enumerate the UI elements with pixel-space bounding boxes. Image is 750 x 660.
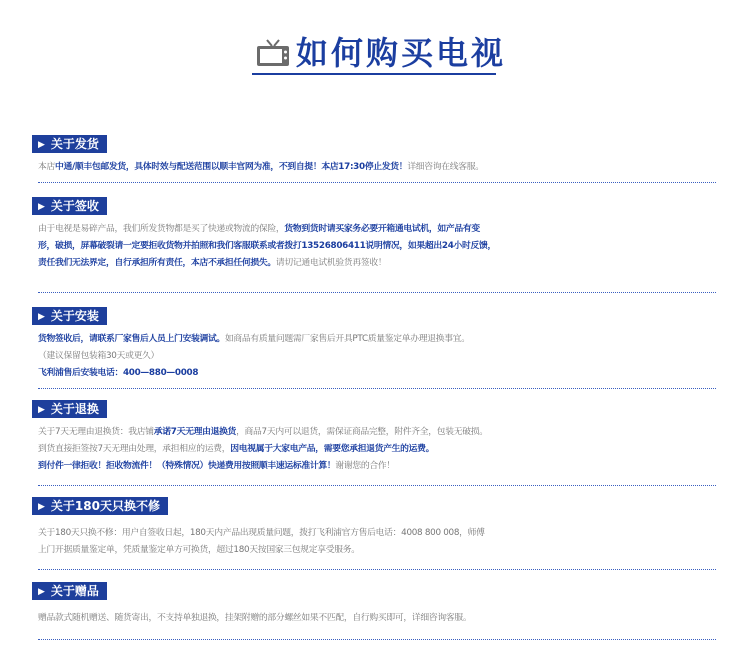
dotted-divider (38, 569, 716, 570)
text-line (38, 255, 716, 272)
section-tag (32, 497, 168, 515)
text-line (38, 238, 716, 255)
arrow-right-icon: ▶ (38, 405, 45, 415)
section-tag-label: 关于发货 (50, 137, 99, 151)
highlighted-text: 货物到货时请买家务必要开箱通电试机，如产品有变 (284, 224, 480, 234)
section-tag (32, 582, 107, 600)
body-text: 谢谢您的合作！ (335, 461, 395, 471)
body-text: 关于180天只换不修：用户自签收日起，180天内产品出现质量问题，拨打飞利浦官方售后电话：4008 800 008，师傅 (38, 528, 485, 538)
section-tag-label: 关于安装 (50, 309, 99, 323)
page-header (0, 22, 750, 78)
section-body (32, 525, 716, 559)
section-tag (32, 135, 107, 153)
text-line (38, 331, 716, 348)
section-body (32, 159, 716, 176)
highlighted-text: 到付件一律拒收！拒收物流件！（特殊情况）快递费用按照顺丰速运标准计算！ (38, 461, 336, 471)
text-line (38, 348, 716, 365)
section-body (32, 610, 716, 627)
dotted-divider (38, 388, 716, 389)
dotted-divider (38, 182, 716, 183)
section-180-day-replacement (32, 495, 716, 570)
text-line (38, 458, 716, 475)
section-tag (32, 307, 107, 325)
highlighted-text: 因电视属于大家电产品，需要您承担退货产生的运费。 (230, 444, 435, 454)
tv-icon (256, 38, 290, 68)
text-line (38, 424, 716, 441)
arrow-right-icon: ▶ (38, 312, 45, 322)
section-tag-label: 关于退换 (50, 402, 99, 416)
body-text: 由于电视是易碎产品，我们所发货物都是买了快递或物流的保险， (38, 224, 285, 234)
body-text: 本店 (38, 162, 55, 172)
page-title: 如何购买电视 (296, 34, 507, 72)
section-tag-label: 关于180天只换不修 (50, 499, 160, 513)
body-text: （建议保留包装箱30天或更久） (38, 351, 160, 361)
highlighted-text: 中通/顺丰包邮发货，具体时效与配送范围以顺丰官网为准，不到自提！本店17:30停止发货！ (55, 162, 408, 172)
dotted-divider (38, 639, 716, 640)
text-line (38, 221, 716, 238)
arrow-right-icon: ▶ (38, 140, 45, 150)
text-line (38, 525, 716, 542)
section-body (32, 331, 716, 382)
dotted-divider (38, 485, 716, 486)
body-text: 请切记通电试机验货再签收！ (275, 258, 387, 268)
arrow-right-icon: ▶ (38, 202, 45, 212)
highlighted-text: 飞利浦售后安装电话：400—880—0008 (38, 368, 199, 378)
arrow-right-icon: ▶ (38, 587, 45, 597)
section-tag (32, 400, 107, 418)
highlighted-text: 货物签收后，请联系厂家售后人员上门安装调试。 (38, 334, 225, 344)
body-text: 关于7天无理由退换货：我店铺 (38, 427, 154, 437)
section-body (32, 221, 716, 272)
body-text: 如商品有质量问题需厂家售后开具PTC质量鉴定单办理退换事宜。 (224, 334, 470, 344)
section-tag (32, 197, 107, 215)
text-line (38, 365, 716, 382)
text-line (38, 542, 716, 559)
text-line (38, 159, 716, 176)
section-signing (32, 195, 716, 293)
highlighted-text: 承诺7天无理由退换货 (153, 427, 237, 437)
title-underline (252, 73, 496, 75)
body-text: 赠品款式随机赠送、随货寄出，不支持单独退换，挂架附赠的部分螺丝如果不匹配，自行购买即可，详细咨询客服。 (38, 613, 472, 623)
text-line (38, 441, 716, 458)
section-shipping (32, 133, 716, 183)
section-gifts (32, 580, 716, 640)
highlighted-text: 责任我们无法界定，自行承担所有责任，本店不承担任何损失。 (38, 258, 276, 268)
section-tag-label: 关于签收 (50, 199, 99, 213)
section-returns (32, 398, 716, 486)
body-text: ，商品7天内可以退货，需保证商品完整，附件齐全，包装无破损。 (236, 427, 488, 437)
body-text: 上门开据质量鉴定单，凭质量鉴定单方可换货，超过180天按国家三包规定享受服务。 (38, 545, 360, 555)
section-installation (32, 305, 716, 389)
highlighted-text: 形，破损，屏幕破裂请一定要拒收货物并拍照和我们客服联系或者拨打13526806411说明情况，如果超出24小时反馈， (38, 241, 497, 251)
dotted-divider (38, 292, 716, 293)
section-tag-label: 关于赠品 (50, 584, 99, 598)
body-text: 详细咨询在线客服。 (407, 162, 484, 172)
section-body (32, 424, 716, 475)
body-text: 到货直接拒签按7天无理由处理，承担相应的运费， (38, 444, 231, 454)
text-line (38, 610, 716, 627)
arrow-right-icon: ▶ (38, 502, 45, 512)
